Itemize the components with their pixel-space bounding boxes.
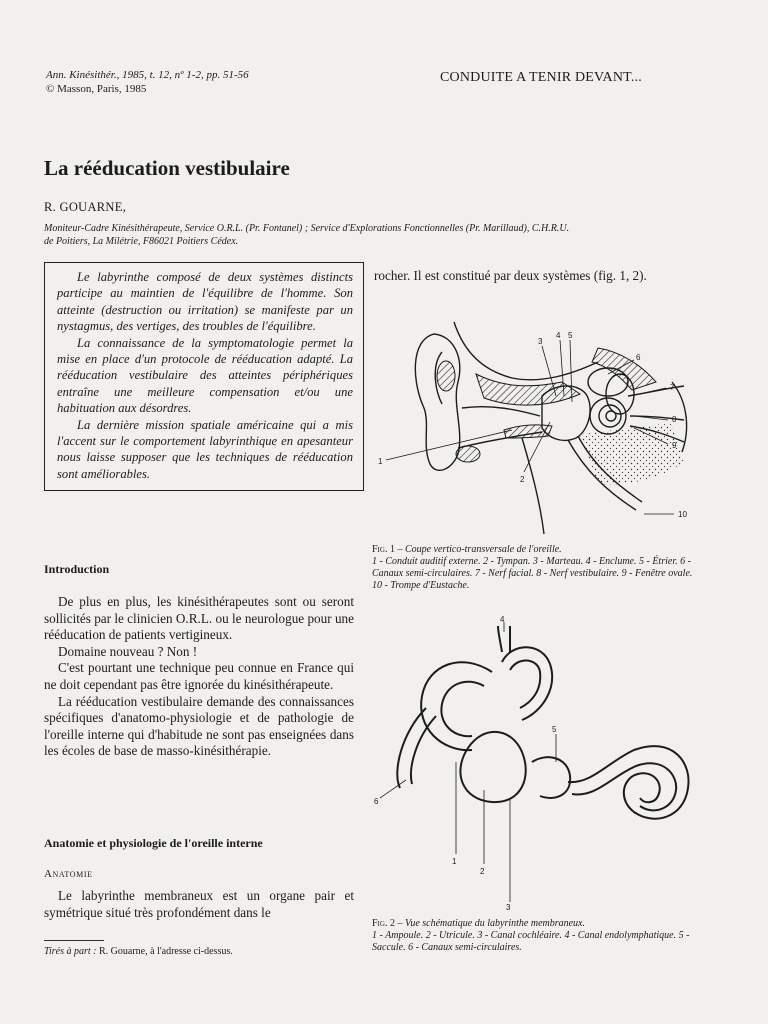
- fig1-number-4: 4: [556, 331, 561, 340]
- fig1-number-5: 5: [568, 331, 573, 340]
- footnote-label: Tirés à part :: [44, 946, 97, 957]
- abstract-box: [44, 262, 364, 491]
- introduction-heading: Introduction: [44, 562, 110, 576]
- fig1-number-3: 3: [538, 337, 543, 346]
- citation: [46, 68, 249, 96]
- anatomy-subheading: Anatomie: [44, 868, 93, 880]
- figure-1-title: – Coupe vertico-transversale de l'oreille.: [394, 544, 562, 555]
- fig1-number-9: 9: [672, 441, 677, 450]
- anatomy-heading: Anatomie et physiologie de l'oreille interne: [44, 836, 263, 850]
- abstract-paragraph: La connaissance de la symptomatologie permet la mise en place d'un protocole de rééducation adapté. La rééducation vestibulaire des atteintes périphériques entraîne une meilleure compensation et/ou une habituation aux désordres.: [57, 335, 353, 416]
- figure-2-label: Fig. 2: [372, 918, 395, 929]
- fig2-number-3: 3: [506, 903, 511, 912]
- figure-2-caption: [372, 918, 704, 954]
- abstract-paragraph: La dernière mission spatiale américaine qui a mis l'accent sur le comportement labyrinthique en apesanteur nous laisse supposer que les techniques de rééducation sont améliorables.: [57, 417, 353, 481]
- footnote-rule: [44, 940, 104, 941]
- anatomy-body: [44, 888, 354, 921]
- article-title: La rééducation vestibulaire: [44, 156, 290, 180]
- figure-2-labyrinth: [372, 612, 704, 912]
- footnote: [44, 946, 233, 957]
- fig2-number-6: 6: [374, 797, 379, 806]
- body-paragraph: Domaine nouveau ? Non !: [58, 643, 198, 659]
- right-column-text: rocher. Il est constitué par deux systèmes (fig. 1, 2).: [374, 268, 647, 283]
- fig2-number-1: 1: [452, 857, 457, 866]
- body-paragraph: Le labyrinthe membraneux est un organe pair et symétrique situé très profondément dans le: [44, 888, 354, 920]
- fig1-number-8: 8: [672, 415, 677, 424]
- body-paragraph: La rééducation vestibulaire demande des connaissances spécifiques d'anatomo-physiologie et de pathologie de l'oreille interne qui d'habitude ne sont pas enseignées dans les écoles de base de masso-kinésithérapie.: [44, 693, 354, 759]
- introduction-body: [44, 594, 354, 760]
- figure-1-label: Fig. 1: [372, 544, 395, 555]
- body-paragraph: De plus en plus, les kinésithérapeutes sont ou seront sollicités par le clinicien O.R.L. ou le neurologue pour une rééducation de patients vertigineux.: [44, 594, 354, 643]
- article-author: R. GOUARNE,: [44, 200, 127, 214]
- figure-1-legend: 1 - Conduit auditif externe. 2 - Tympan. 3 - Marteau. 4 - Enclume. 5 - Étrier. 6 - Canaux semi-circulaires. 7 - Nerf facial. 8 - Nerf vestibulaire. 9 - Fenêtre ovale. 10 - Trompe d'Eustache.: [372, 556, 693, 591]
- citation-line-2: © Masson, Paris, 1985: [46, 83, 147, 95]
- running-title: CONDUITE A TENIR DEVANT...: [440, 70, 642, 85]
- fig2-number-4: 4: [500, 615, 505, 624]
- fig1-number-1: 1: [378, 457, 383, 466]
- affiliation-line-2: de Poitiers, La Milétrie, F86021 Poitiers Cédex.: [44, 236, 239, 247]
- abstract-paragraph: Le labyrinthe composé de deux systèmes distincts participe au maintien de l'équilibre de l'homme. Son atteinte (destruction ou irritation) se manifeste par un nystagmus, des vertiges, des troubles de l'équilibre.: [57, 270, 353, 334]
- affiliation-line-1: Moniteur-Cadre Kinésithérapeute, Service O.R.L. (Pr. Fontanel) ; Service d'Explorations Fonctionnelles (Pr. Marillaud), C.H.R.U.: [44, 223, 570, 234]
- fig1-number-7: 7: [670, 383, 675, 392]
- author-affiliation: [44, 222, 704, 248]
- fig1-number-10: 10: [678, 510, 687, 519]
- fig1-number-2: 2: [520, 475, 525, 484]
- fig2-number-2: 2: [480, 867, 485, 876]
- body-paragraph: C'est pourtant une technique peu connue en France qui ne doit cependant pas être ignorée du kinésithérapeute.: [44, 660, 354, 692]
- figure-2-legend: 1 - Ampoule. 2 - Utricule. 3 - Canal cochléaire. 4 - Canal endolymphatique. 5 - Saccule. 6 - Canaux semi-circulaires.: [372, 930, 690, 953]
- fig1-number-6: 6: [636, 353, 641, 362]
- citation-line-1: Ann. Kinésithér., 1985, t. 12, nº 1-2, pp. 51-56: [46, 69, 249, 81]
- figure-1-caption: [372, 544, 704, 592]
- figure-1-ear-section: [372, 312, 704, 542]
- footnote-text: R. Gouarne, à l'adresse ci-dessus.: [96, 946, 233, 957]
- fig2-number-5: 5: [552, 725, 557, 734]
- figure-2-title: – Vue schématique du labyrinthe membraneux.: [394, 918, 585, 929]
